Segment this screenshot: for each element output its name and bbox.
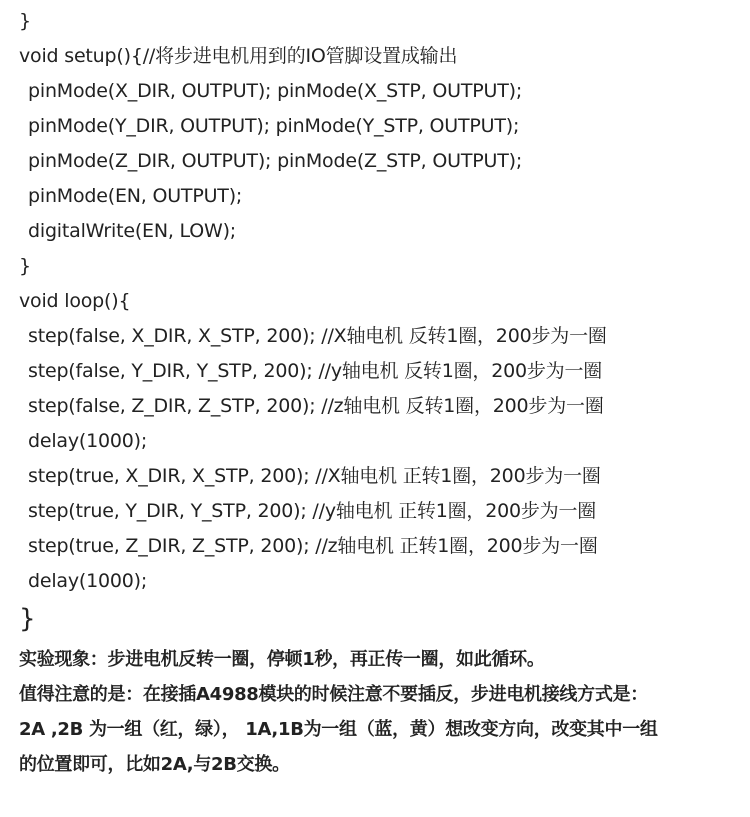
code-line-pinmode-z: pinMode(Z_DIR, OUTPUT); pinMode(Z_STP, OUTPUT); (28, 150, 523, 172)
code-line-closing-brace: } (19, 10, 31, 32)
code-line-step-y-reverse: step(false, Y_DIR, Y_STP, 200); //y轴电机 反转1圈，200步为一圈 (28, 360, 603, 382)
note-wiring-continued: 的位置即可，比如2A,与2B交换。 (19, 754, 290, 775)
code-line-pinmode-en: pinMode(EN, OUTPUT); (28, 185, 243, 207)
code-block (19, 4, 739, 639)
code-line-step-z-reverse: step(false, Z_DIR, Z_STP, 200); //z轴电机 反转1圈，200步为一圈 (28, 395, 604, 417)
note-wiring: 2A ,2B 为一组（红，绿）， 1A,1B为一组（蓝，黄）想改变方向，改变其中一组 (19, 719, 658, 740)
code-line-loop-end: } (19, 604, 36, 634)
code-line-step-y-forward: step(true, Y_DIR, Y_STP, 200); //y轴电机 正转1圈，200步为一圈 (28, 500, 597, 522)
code-line-step-x-reverse: step(false, X_DIR, X_STP, 200); //X轴电机 反转1圈，200步为一圈 (28, 325, 607, 347)
code-line-step-z-forward: step(true, Z_DIR, Z_STP, 200); //z轴电机 正转1圈，200步为一圈 (28, 535, 598, 557)
code-line-step-x-forward: step(true, X_DIR, X_STP, 200); //X轴电机 正转1圈，200步为一圈 (28, 465, 601, 487)
code-line-delay-2: delay(1000); (28, 570, 148, 592)
note-caution: 值得注意的是：在接插A4988模块的时候注意不要插反，步进电机接线方式是： (19, 684, 648, 705)
notes-section (19, 642, 731, 782)
code-line-setup-signature: void setup(){//将步进电机用到的IO管脚设置成输出 (19, 45, 458, 67)
code-line-pinmode-y: pinMode(Y_DIR, OUTPUT); pinMode(Y_STP, OUTPUT); (28, 115, 520, 137)
code-line-loop-signature: void loop(){ (19, 290, 131, 312)
note-experiment-result: 实验现象：步进电机反转一圈，停顿1秒，再正传一圈，如此循环。 (19, 649, 545, 670)
code-line-setup-end: } (19, 255, 31, 277)
code-line-delay-1: delay(1000); (28, 430, 148, 452)
code-line-pinmode-x: pinMode(X_DIR, OUTPUT); pinMode(X_STP, OUTPUT); (28, 80, 523, 102)
code-line-digitalwrite-en: digitalWrite(EN, LOW); (28, 220, 236, 242)
